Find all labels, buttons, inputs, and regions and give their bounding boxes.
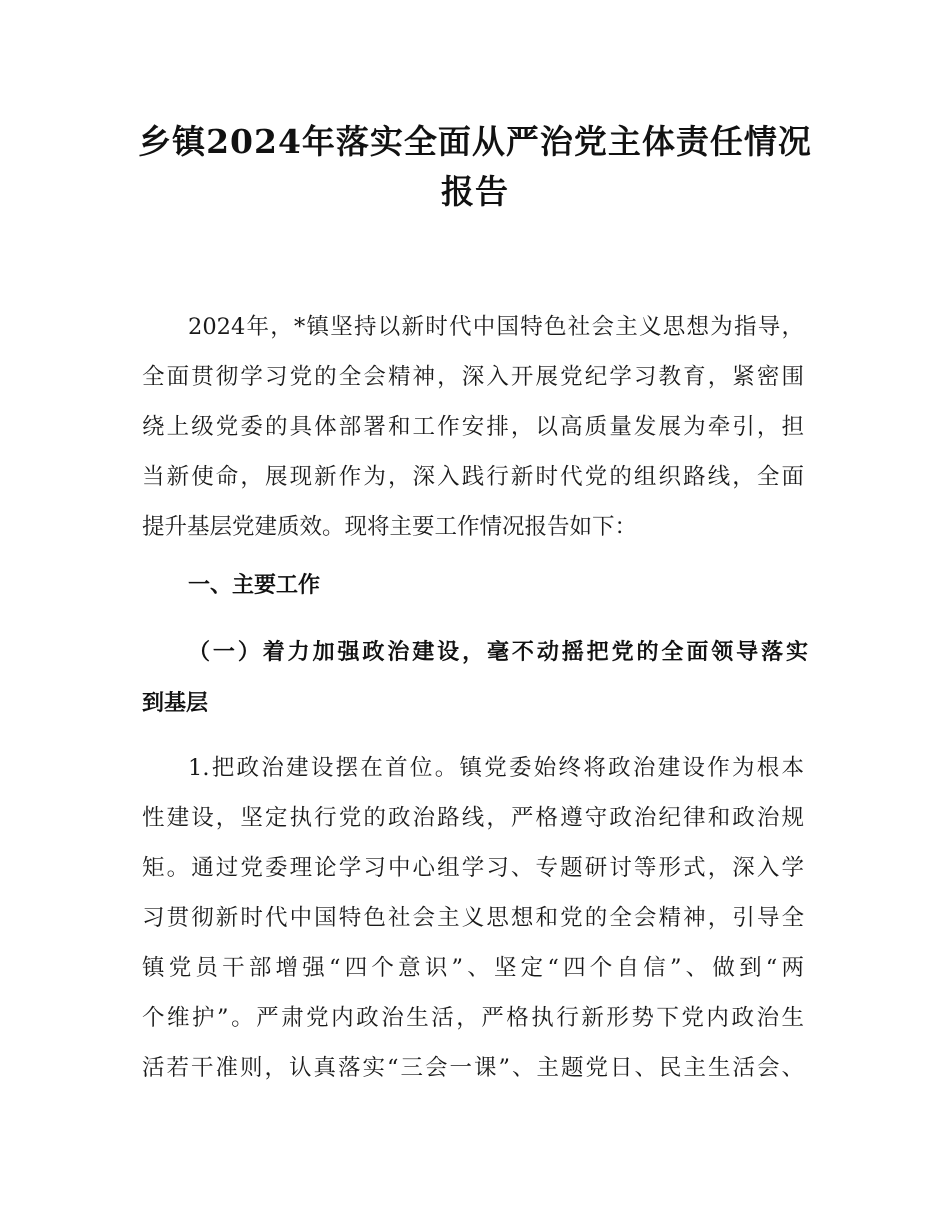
paragraph1-line-3: 矩。通过党委理论学习中心组学习、专题研讨等形式，深入学 [142, 855, 804, 881]
intro-line-2: 全面贯彻学习党的全会精神，深入开展党纪学习教育，紧密围 [142, 364, 804, 390]
paragraph1-line-1: 1.把政治建设摆在首位。镇党委始终将政治建设作为根本 [188, 755, 804, 781]
subsection-heading-line-1: （一）着力加强政治建设，毫不动摇把党的全面领导落实 [188, 640, 808, 665]
intro-line-4: 当新使命，展现新作为，深入践行新时代党的组织路线，全面 [142, 464, 804, 490]
intro-line-3: 绕上级党委的具体部署和工作安排，以高质量发展为牵引，担 [142, 414, 804, 440]
paragraph1-line-6: 个维护”。严肃党内政治生活，严格执行新形势下党内政治生 [142, 1005, 804, 1031]
subsection-heading-line-2: 到基层 [142, 691, 209, 716]
section-heading-main-work: 一、主要工作 [188, 573, 321, 598]
paragraph1-line-7: 活若干准则，认真落实“三会一课”、主题党日、民主生活会、 [142, 1055, 804, 1081]
document-title-line-1: 乡镇2024年落实全面从严治党主体责任情况 [138, 122, 812, 161]
intro-line-5: 提升基层党建质效。现将主要工作情况报告如下： [142, 514, 638, 540]
paragraph1-line-4: 习贯彻新时代中国特色社会主义思想和党的全会精神，引导全 [142, 905, 804, 931]
intro-line-1: 2024年，*镇坚持以新时代中国特色社会主义思想为指导， [188, 314, 804, 340]
paragraph1-line-5: 镇党员干部增强“四个意识”、坚定“四个自信”、做到“两 [142, 955, 804, 981]
paragraph1-line-2: 性建设，坚定执行党的政治路线，严格遵守政治纪律和政治规 [142, 805, 804, 831]
document-title-line-2: 报告 [441, 172, 509, 211]
